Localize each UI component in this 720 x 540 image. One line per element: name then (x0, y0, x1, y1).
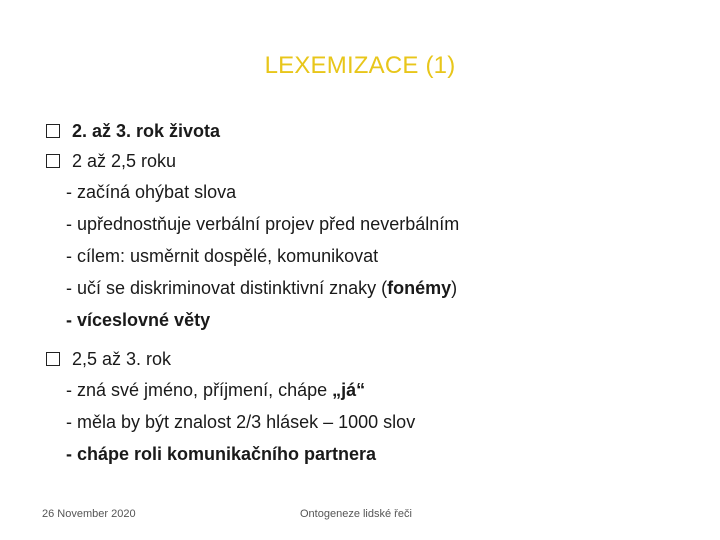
section-3-heading: 2,5 až 3. rok (72, 349, 172, 369)
list-item-text-end: ) (451, 278, 458, 298)
slide-title (0, 52, 720, 80)
list-item: - víceslovné věty (66, 310, 211, 330)
list-item-text: - učí se diskriminovat distinktivní znaky ( (66, 278, 388, 298)
bullet-section-1 (46, 116, 686, 146)
list-item: - cílem: usměrnit dospělé, komunikovat (66, 246, 379, 266)
list-item: - upřednostňuje verbální projev před neverbálním (66, 214, 460, 234)
slide-title-text: LEXEMIZACE (1) (264, 52, 456, 79)
section-2-heading: 2 až 2,5 roku (72, 151, 177, 171)
list-item: - chápe roli komunikačního partnera (66, 444, 377, 464)
checkbox-bullet-icon (46, 154, 60, 168)
slide-content (46, 116, 686, 470)
footer-title: Ontogeneze lidské řeči (300, 508, 412, 520)
list-item-emphasis: fonémy (387, 278, 452, 298)
list-item (46, 272, 686, 304)
bullet-section-3 (46, 344, 686, 374)
list-item (46, 374, 686, 406)
list-item-emphasis: „já“ (332, 380, 366, 400)
checkbox-bullet-icon (46, 124, 60, 138)
list-item-text: - zná své jméno, příjmení, chápe (66, 380, 333, 400)
bullet-section-2 (46, 146, 686, 176)
list-item: - začíná ohýbat slova (66, 182, 237, 202)
list-item: - měla by být znalost 2/3 hlásek – 1000 slov (66, 412, 416, 432)
section-1-heading: 2. až 3. rok života (72, 121, 221, 141)
checkbox-bullet-icon (46, 352, 60, 366)
footer-date: 26 November 2020 (42, 508, 136, 520)
